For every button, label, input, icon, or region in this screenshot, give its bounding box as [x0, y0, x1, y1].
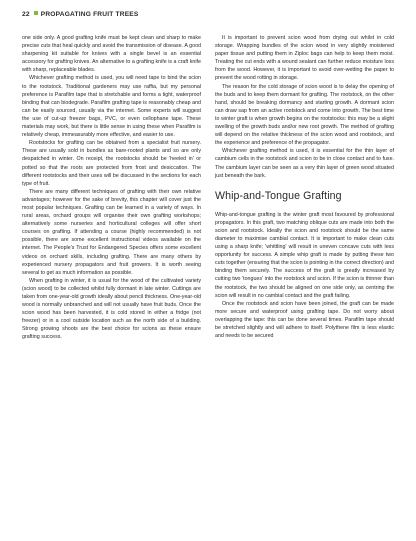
running-head-title: PROPAGATING FRUIT TREES: [40, 11, 139, 18]
paragraph: Whichever grafting method is used, you will need tape to bind the scion to the rootstock. Traditional gardeners may use raffia, but my personal preference is Parafilm tape that is stretchable and forms a tight, waterproof binding that can biodegrade. Parafilm grafting tape is reasonably cheap and can be easily sourced, usually via the internet. Some experts will suggest the use of cut-up freezer bags, PVC, or even cellophane tape. These materials may work, but there is little sense in using these when Parafilm is relatively cheap, immeasurably more effective, and easier to use.: [22, 75, 201, 139]
right-column: [215, 34, 394, 340]
paragraph: There are many different techniques of grafting with their own relative advantages; however for the sake of brevity, this chapter will cover just the most popular techniques. Grafting can be learned in a variety of ways. In rural areas, orchard groups will organise their own grafting workshops; alternatively some nurseries and horticultural colleges will offer short courses on grafting. If attending a course (highly recommended) is not possible, there are some excellent instructional videos available on the internet. The People's Trust for Endangered Species offers some excellent videos on orchard skills, including grafting. There are many others by experienced nursery propagators and fruit growers. It is worth seeing several to get as much information as possible.: [22, 188, 201, 276]
left-column: [22, 34, 201, 342]
paragraph: When grafting in winter, it is usual for the wood of the cultivated variety (scion wood) to be collected whilst fully dormant in late winter. Cuttings are taken from one-year-old growth ideally about pencil thickness. One-year-old wood is normally unbranched and will not usually have fruit buds. Once the scion wood has been harvested, it is cold stored in either a fridge (not freezer) or in a cool outside location such as the north side of a building. Strong growing shoots are the best choice for scions as these ensure grafting success.: [22, 277, 201, 341]
square-bullet-icon: [34, 11, 38, 15]
paragraph: Once the rootstock and scion have been joined, the graft can be made more secure and waterproof using grafting tape. Do not worry about overlapping the tape: this can be done several times. Parafilm tape should be stretched slightly and will adhere to itself. Polythene film is less elastic and needs to be secured: [215, 300, 394, 340]
page-number: 22: [22, 11, 30, 18]
running-header: [22, 11, 139, 18]
paragraph: one side only. A good grafting knife must be kept clean and sharp to make precise cuts that heal quickly and avoid the transmission of disease. A good sharpening kit suitable for knives with a single bevel is an essential accessory for grafting knives. An alternative to a grafting knife is a craft knife with sharp, replaceable blades.: [22, 35, 201, 74]
paragraph: Whip-and-tongue grafting is the winter graft most favoured by professional propagators. In this graft, two matching oblique cuts are made into both the scion and rootstock. Ideally the scion and rootstock should be the same diameter to maximise cambial contact. It is important to make clean cuts using a sharp knife; 'whittling' will result in uneven concave cuts with less opportunity for success. A simple whip graft is made by putting these two cuts together (ensuring that the scion is pointing in the correct direction) and binding them securely. The success of the graft is greatly increased by cutting two 'tongues' into the rootstock and scion. If the scion is thinner than the rootstock, the two should be aligned on one side only, as centring the scion will result in no cambial contact and the graft failing.: [215, 211, 394, 299]
paragraph: Whichever grafting method is used, it is essential for the thin layer of cambium cells in the rootstock and scion to be in close contact and to fuse. The cambium layer can be seen as a very thin layer of green wood situated just beneath the bark.: [215, 148, 394, 179]
paragraph: Rootstocks for grafting can be obtained from a specialist fruit nursery. These are usually sold in bundles as bare-rooted plants and so are only despatched in winter. On receipt, the rootstocks should be 'heeled in' or potted so that the roots are protected from frost and desiccation. The different rootstocks and their uses will be discussed in the sections for each type of fruit.: [22, 140, 201, 187]
paragraph: The reason for the cold storage of scion wood is to delay the opening of the buds and to keep them dormant for grafting. The rootstock, on the other hand, should be breaking dormancy and starting growth. A dormant scion can draw sap from an active rootstock and come into growth. The best time to winter graft is when growth begins on the rootstocks: this may be a slight swelling of the growth buds and/or new root growth. The method of grafting will depend on the relative thickness of the scion wood and rootstock, and the experience and preference of the propagator.: [215, 83, 394, 147]
section-heading: Whip-and-Tongue Grafting: [215, 189, 342, 202]
paragraph: It is important to prevent scion wood from drying out whilst in cold storage. Wrapping bundles of the scion wood in very slightly moistened paper tissue and putting them in Ziploc bags can help to keep them moist. Treating the cut ends with a wound sealant can further reduce moisture loss from the wood. However, it is important to avoid over-wetting the paper to prevent the wood rotting in storage.: [215, 35, 394, 82]
